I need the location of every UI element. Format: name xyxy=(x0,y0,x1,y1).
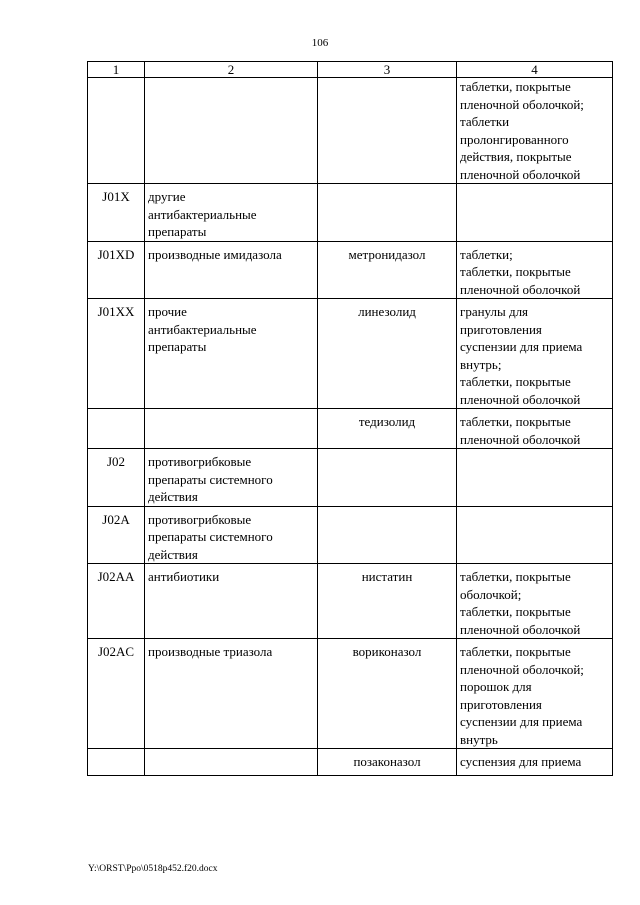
table-row xyxy=(88,409,613,449)
group-name-cell xyxy=(145,78,318,184)
dosage-form-cell xyxy=(457,449,613,507)
atc-code-cell: J01X xyxy=(88,184,145,242)
group-name-cell xyxy=(145,449,318,507)
group-name-line: антибактериальные xyxy=(148,321,257,337)
dosage-form-cell xyxy=(457,78,613,184)
group-name-line: другие xyxy=(148,189,186,204)
dosage-form-line: пленочной оболочкой xyxy=(460,621,581,637)
dosage-form-cell xyxy=(457,241,613,299)
drug-table-body xyxy=(88,62,613,776)
dosage-form-line: оболочкой; xyxy=(460,586,522,602)
table-row xyxy=(88,506,613,564)
group-name-line: препараты системного xyxy=(148,471,273,487)
group-name-line: противогрибковые xyxy=(148,454,252,469)
group-name-line: производные имидазола xyxy=(148,246,282,262)
group-name-line: противогрибковые xyxy=(148,511,252,527)
group-name-line: производные триазола xyxy=(148,644,273,659)
dosage-form-line: порошок для xyxy=(460,679,532,694)
dosage-form-line: пленочной оболочкой xyxy=(460,166,581,182)
dosage-form-line: пленочной оболочкой xyxy=(460,391,581,407)
group-name-line: препараты системного xyxy=(148,529,273,544)
drug-name-cell xyxy=(318,184,457,242)
drug-name-cell xyxy=(318,78,457,184)
group-name-line: антибактериальные xyxy=(148,206,257,222)
atc-code-cell xyxy=(88,409,145,449)
dosage-form-line: приготовления xyxy=(460,321,542,337)
drug-name-cell: позаконазол xyxy=(318,749,457,776)
drug-name-cell: нистатин xyxy=(318,564,457,639)
group-name-cell xyxy=(145,564,318,639)
dosage-form-line: пленочной оболочкой xyxy=(460,281,581,297)
dosage-form-cell xyxy=(457,299,613,409)
group-name-cell xyxy=(145,749,318,776)
table-row xyxy=(88,78,613,184)
drug-name-cell: тедизолид xyxy=(318,409,457,449)
drug-name-cell: вориконазол xyxy=(318,639,457,749)
table-row xyxy=(88,749,613,776)
group-name-line: действия xyxy=(148,489,198,504)
atc-code-cell xyxy=(88,749,145,776)
header-row xyxy=(88,62,613,78)
drug-name-cell xyxy=(318,506,457,564)
atc-code-cell: J01XX xyxy=(88,299,145,409)
group-name-cell xyxy=(145,299,318,409)
header-col-4: 4 xyxy=(457,62,613,78)
group-name-line: препараты xyxy=(148,339,207,354)
table-row xyxy=(88,564,613,639)
group-name-line: действия xyxy=(148,546,198,562)
dosage-form-line: суспензия для приема xyxy=(460,754,582,769)
group-name-cell xyxy=(145,241,318,299)
group-name-cell xyxy=(145,639,318,749)
atc-code-cell: J01XD xyxy=(88,241,145,299)
dosage-form-line: внутрь xyxy=(460,731,498,747)
group-name-line: препараты xyxy=(148,224,207,239)
dosage-form-line: внутрь; xyxy=(460,356,502,372)
drug-name-cell: линезолид xyxy=(318,299,457,409)
table-row xyxy=(88,184,613,242)
header-col-1: 1 xyxy=(88,62,145,78)
dosage-form-line: суспензии для приема xyxy=(460,339,583,354)
dosage-form-line: таблетки; xyxy=(460,246,513,262)
dosage-form-line: таблетки, покрытые xyxy=(460,374,571,389)
dosage-form-line: таблетки, покрытые xyxy=(460,414,571,429)
header-col-3: 3 xyxy=(318,62,457,78)
atc-code-cell: J02AC xyxy=(88,639,145,749)
group-name-cell xyxy=(145,184,318,242)
table-row xyxy=(88,449,613,507)
atc-code-cell: J02A xyxy=(88,506,145,564)
file-path-footer: Y:\ORST\Ppo\0518p452.f20.docx xyxy=(88,864,218,874)
dosage-form-line: пленочной оболочкой xyxy=(460,431,581,447)
dosage-form-line: таблетки, покрытые xyxy=(460,79,571,94)
dosage-form-cell xyxy=(457,409,613,449)
drug-table xyxy=(87,61,613,776)
drug-name-cell: метронидазол xyxy=(318,241,457,299)
dosage-form-line: действия, покрытые xyxy=(460,149,572,164)
group-name-line: прочие xyxy=(148,304,187,319)
dosage-form-cell xyxy=(457,749,613,776)
page-number: 106 xyxy=(311,37,329,49)
dosage-form-line: пленочной оболочкой; xyxy=(460,96,584,112)
dosage-form-cell xyxy=(457,639,613,749)
table-row xyxy=(88,299,613,409)
dosage-form-cell xyxy=(457,564,613,639)
header-col-2: 2 xyxy=(145,62,318,78)
dosage-form-line: таблетки, покрытые xyxy=(460,569,571,584)
group-name-cell xyxy=(145,409,318,449)
dosage-form-cell xyxy=(457,184,613,242)
table-row xyxy=(88,639,613,749)
dosage-form-line: суспензии для приема xyxy=(460,714,583,729)
dosage-form-line: таблетки, покрытые xyxy=(460,604,571,619)
dosage-form-line: пленочной оболочкой; xyxy=(460,661,584,677)
dosage-form-line: приготовления xyxy=(460,696,542,712)
dosage-form-line: пролонгированного xyxy=(460,131,569,147)
group-name-line: антибиотики xyxy=(148,569,220,584)
dosage-form-line: таблетки, покрытые xyxy=(460,644,571,659)
table-row xyxy=(88,241,613,299)
atc-code-cell xyxy=(88,78,145,184)
dosage-form-cell xyxy=(457,506,613,564)
drug-name-cell xyxy=(318,449,457,507)
dosage-form-line: таблетки xyxy=(460,114,510,129)
atc-code-cell: J02AA xyxy=(88,564,145,639)
atc-code-cell: J02 xyxy=(88,449,145,507)
dosage-form-line: гранулы для xyxy=(460,304,529,319)
group-name-cell xyxy=(145,506,318,564)
dosage-form-line: таблетки, покрытые xyxy=(460,264,571,279)
